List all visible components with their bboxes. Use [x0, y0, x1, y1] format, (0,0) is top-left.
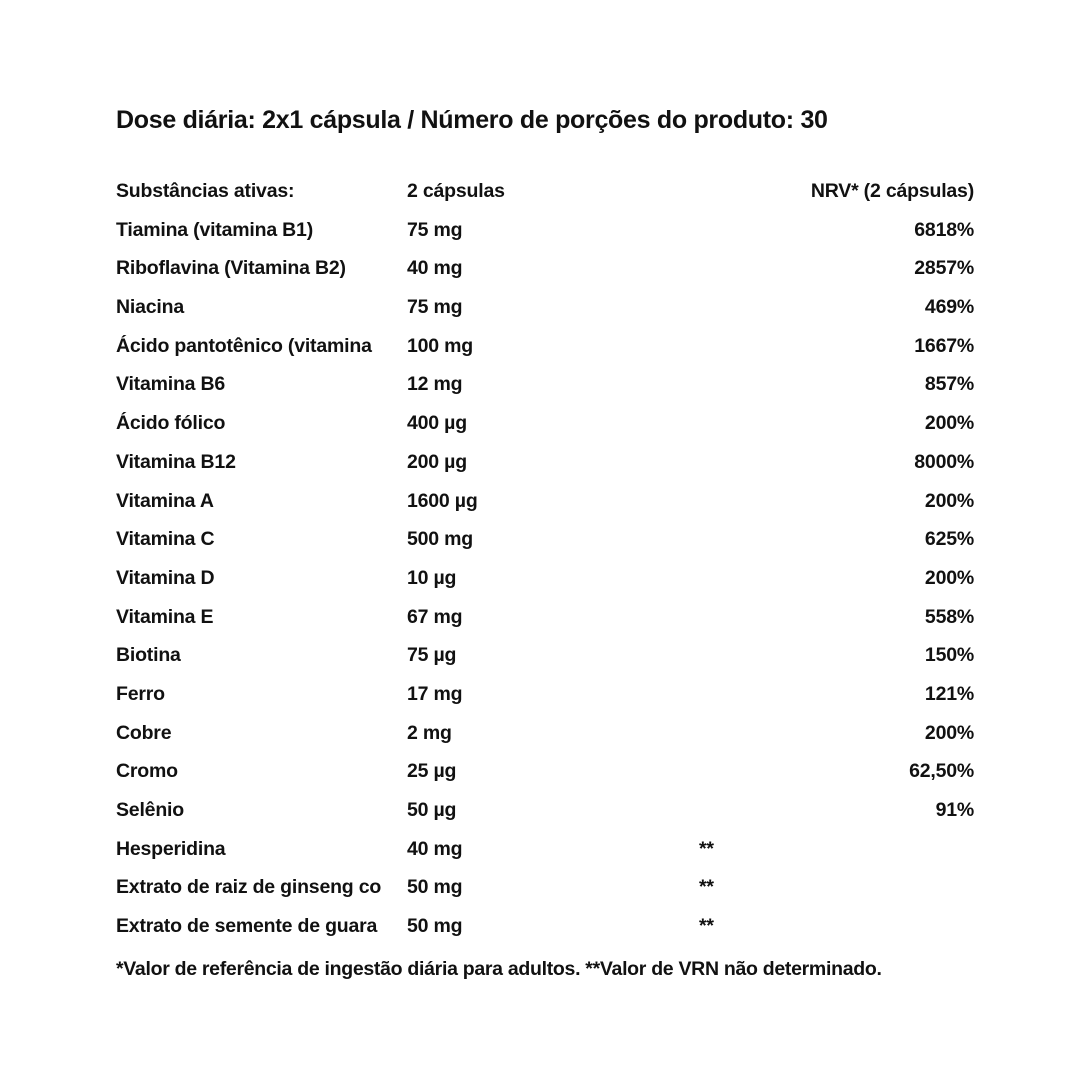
table-body: [116, 211, 976, 946]
table-row: [116, 249, 976, 288]
substance-amount: 25 µg: [407, 760, 457, 783]
substance-nrv: 8000%: [914, 450, 974, 473]
substance-name: Ácido pantotênico (vitamina: [116, 334, 372, 357]
substance-nrv: 91%: [935, 799, 974, 821]
table-row: [116, 559, 976, 598]
table-row: [116, 482, 976, 521]
substance-name: Selênio: [116, 799, 184, 821]
table-row: [116, 791, 976, 830]
nrv-not-determined-mark: **: [699, 837, 714, 860]
substance-nrv: 200%: [924, 566, 974, 589]
substance-amount: 50 mg: [407, 876, 463, 899]
table-row: [116, 443, 976, 482]
substance-name: Vitamina B6: [116, 373, 226, 396]
table-row: [116, 404, 976, 443]
substance-amount: 500 mg: [407, 528, 474, 551]
substance-amount: 67 mg: [407, 605, 463, 628]
substance-nrv: 2857%: [914, 257, 974, 280]
table-row: [116, 907, 976, 946]
substance-nrv: 200%: [924, 412, 974, 435]
substance-name: Vitamina A: [116, 489, 214, 512]
substance-name: Vitamina E: [116, 605, 214, 628]
footnote: *Valor de referência de ingestão diária para adultos. **Valor de VRN não determinado.: [116, 958, 882, 980]
substance-nrv: 62,50%: [909, 760, 974, 783]
page-title: Dose diária: 2x1 cápsula / Número de porções do produto: 30: [116, 106, 828, 134]
substance-name: Vitamina D: [116, 566, 215, 589]
substance-name: Extrato de semente de guara: [116, 915, 378, 938]
substance-name: Riboflavina (Vitamina B2): [116, 257, 346, 280]
header-nrv: NRV* (2 cápsulas): [810, 180, 974, 202]
nrv-not-determined-mark: **: [699, 876, 714, 899]
table-row: [116, 288, 976, 327]
substance-name: Ferro: [116, 682, 165, 705]
substance-name: Niacina: [116, 296, 184, 319]
substance-amount: 75 mg: [407, 218, 463, 241]
substance-amount: 40 mg: [407, 837, 463, 860]
substance-amount: 100 mg: [407, 334, 474, 357]
substance-amount: 40 mg: [407, 257, 463, 280]
substance-nrv: 150%: [924, 644, 974, 667]
substance-name: Biotina: [116, 644, 181, 667]
substance-name: Hesperidina: [116, 837, 226, 860]
substance-amount: 400 µg: [407, 412, 467, 435]
substance-name: Cobre: [116, 721, 172, 744]
substance-amount: 50 µg: [407, 799, 457, 821]
table-row: [116, 714, 976, 753]
substance-amount: 17 mg: [407, 682, 463, 705]
table-header-row: [116, 172, 976, 211]
substance-amount: 50 mg: [407, 915, 463, 938]
table-row: [116, 830, 976, 869]
table-row: [116, 636, 976, 675]
table-row: [116, 365, 976, 404]
table-row: [116, 520, 976, 559]
substance-nrv: 469%: [924, 296, 974, 319]
substance-nrv: 200%: [924, 721, 974, 744]
substance-amount: 2 mg: [407, 721, 452, 744]
nrv-not-determined-mark: **: [699, 915, 714, 938]
table-row: [116, 211, 976, 250]
substance-name: Ácido fólico: [116, 412, 226, 435]
substance-nrv: 6818%: [914, 218, 974, 241]
substance-name: Vitamina B12: [116, 450, 236, 473]
substance-nrv: 1667%: [914, 334, 974, 357]
table-row: [116, 598, 976, 637]
substance-amount: 10 µg: [407, 566, 457, 589]
nutrition-table: [116, 172, 976, 946]
header-name: Substâncias ativas:: [116, 180, 295, 202]
table-row: [116, 752, 976, 791]
substance-nrv: 121%: [924, 682, 974, 705]
table-row: [116, 327, 976, 366]
substance-name: Tiamina (vitamina B1): [116, 218, 313, 241]
table-row: [116, 675, 976, 714]
substance-nrv: 558%: [924, 605, 974, 628]
substance-amount: 1600 µg: [407, 489, 478, 512]
substance-nrv: 625%: [924, 528, 974, 551]
table-row: [116, 868, 976, 907]
substance-nrv: 200%: [924, 489, 974, 512]
substance-amount: 75 mg: [407, 296, 463, 319]
substance-amount: 200 µg: [407, 450, 467, 473]
substance-amount: 12 mg: [407, 373, 463, 396]
substance-name: Vitamina C: [116, 528, 215, 551]
substance-amount: 75 µg: [407, 644, 457, 667]
substance-nrv: 857%: [924, 373, 974, 396]
header-amount: 2 cápsulas: [407, 180, 505, 202]
substance-name: Extrato de raiz de ginseng co: [116, 876, 382, 899]
substance-name: Cromo: [116, 760, 178, 783]
